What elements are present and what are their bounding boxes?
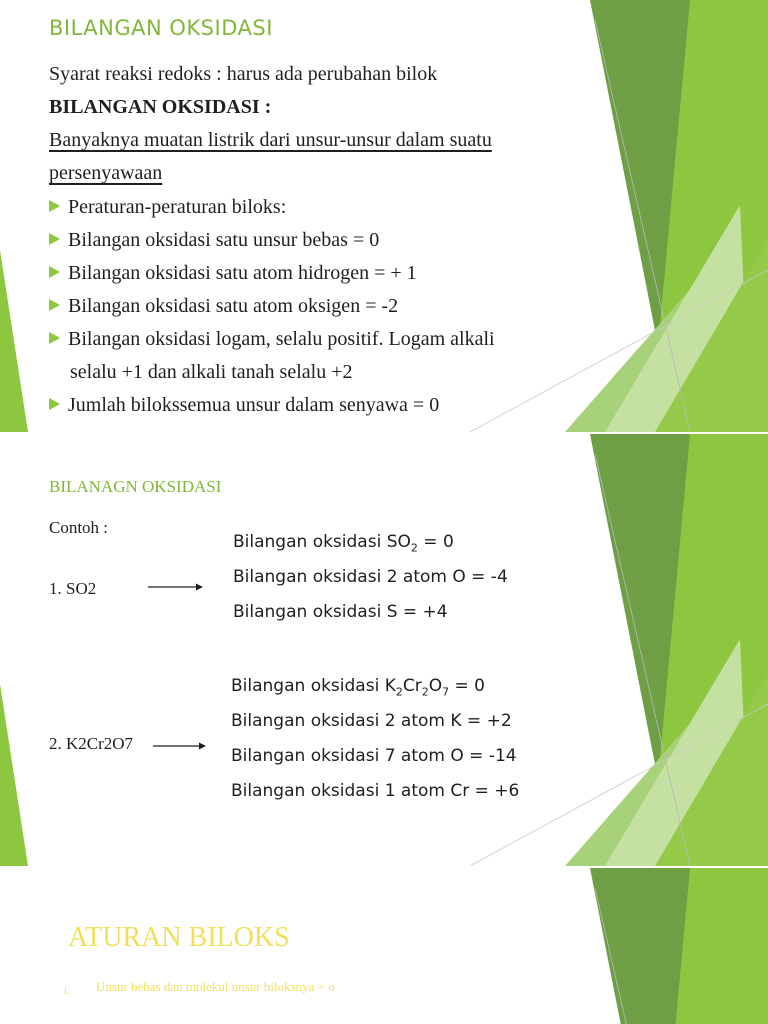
triangle-bullet-icon <box>49 332 60 344</box>
bullet-item <box>49 196 286 219</box>
example-2-label: 2. K2Cr2O7 <box>49 734 134 753</box>
triangle-bullet-icon <box>49 398 60 410</box>
bullet-item <box>49 262 417 285</box>
example-2-line-4: Bilangan oksidasi 1 atom Cr = +6 <box>231 781 520 801</box>
bullet-label: Bilangan oksidasi satu atom hidrogen = + 1 <box>68 262 417 284</box>
green-triangle-decoration <box>0 434 768 866</box>
list-number: 1. <box>63 986 70 996</box>
redox-requirement-text: Syarat reaksi redoks : harus ada perubahan bilok <box>49 63 438 85</box>
bullet-label: Peraturan-peraturan biloks: <box>68 196 287 218</box>
triangle-bullet-icon <box>49 266 60 278</box>
slide-2 <box>0 434 768 866</box>
definition-line-2: persenyawaan <box>49 162 163 184</box>
arrow-right-icon <box>153 740 207 752</box>
example-2-line-1: Bilangan oksidasi $K_2Cr_2O_7 = 0$ <box>231 676 485 699</box>
bullet-label: Jumlah bilokssemua unsur dalam senyawa = 0 <box>68 394 440 416</box>
example-2-line-3: Bilangan oksidasi 7 atom O = -14 <box>231 746 517 766</box>
triangle-bullet-icon <box>49 233 60 245</box>
bullet-label: Bilangan oksidasi satu unsur bebas = 0 <box>68 229 380 251</box>
slide-title: BILANAGN OKSIDASI <box>49 477 222 496</box>
slide-1 <box>0 0 768 432</box>
slide-title: ATURAN BILOKS <box>68 922 290 953</box>
slide-title: BILANGAN OKSIDASI <box>49 16 273 40</box>
arrow-right-icon <box>148 581 204 593</box>
bullet-item <box>49 229 379 252</box>
bullet-item <box>49 394 439 417</box>
bullet-item <box>49 328 495 351</box>
triangle-bullet-icon <box>49 299 60 311</box>
example-1-label: 1. SO2 <box>49 579 97 598</box>
example-1-line-3: Bilangan oksidasi S = +4 <box>233 602 448 622</box>
example-1-line-2: Bilangan oksidasi 2 atom O = -4 <box>233 567 508 587</box>
contoh-label: Contoh : <box>49 518 109 537</box>
example-1-line-1: Bilangan oksidasi $SO_2 = 0$ <box>233 532 454 555</box>
section-heading: BILANGAN OKSIDASI : <box>49 96 272 118</box>
bullet-label: Bilangan oksidasi satu atom oksigen = -2 <box>68 295 399 317</box>
example-2-line-2: Bilangan oksidasi 2 atom K = +2 <box>231 711 512 731</box>
bullet-item <box>49 295 398 318</box>
triangle-bullet-icon <box>49 200 60 212</box>
list-item-text: Unsur bebas dan molekul unsur biloksnya = o <box>96 979 335 994</box>
definition-line-1: Banyaknya muatan listrik dari unsur-unsur dalam suatu <box>49 129 492 151</box>
bullet-continuation: selalu +1 dan alkali tanah selalu +2 <box>70 361 353 383</box>
slide-3 <box>0 868 768 1024</box>
bullet-label: Bilangan oksidasi logam, selalu positif. Logam alkali <box>68 328 495 350</box>
